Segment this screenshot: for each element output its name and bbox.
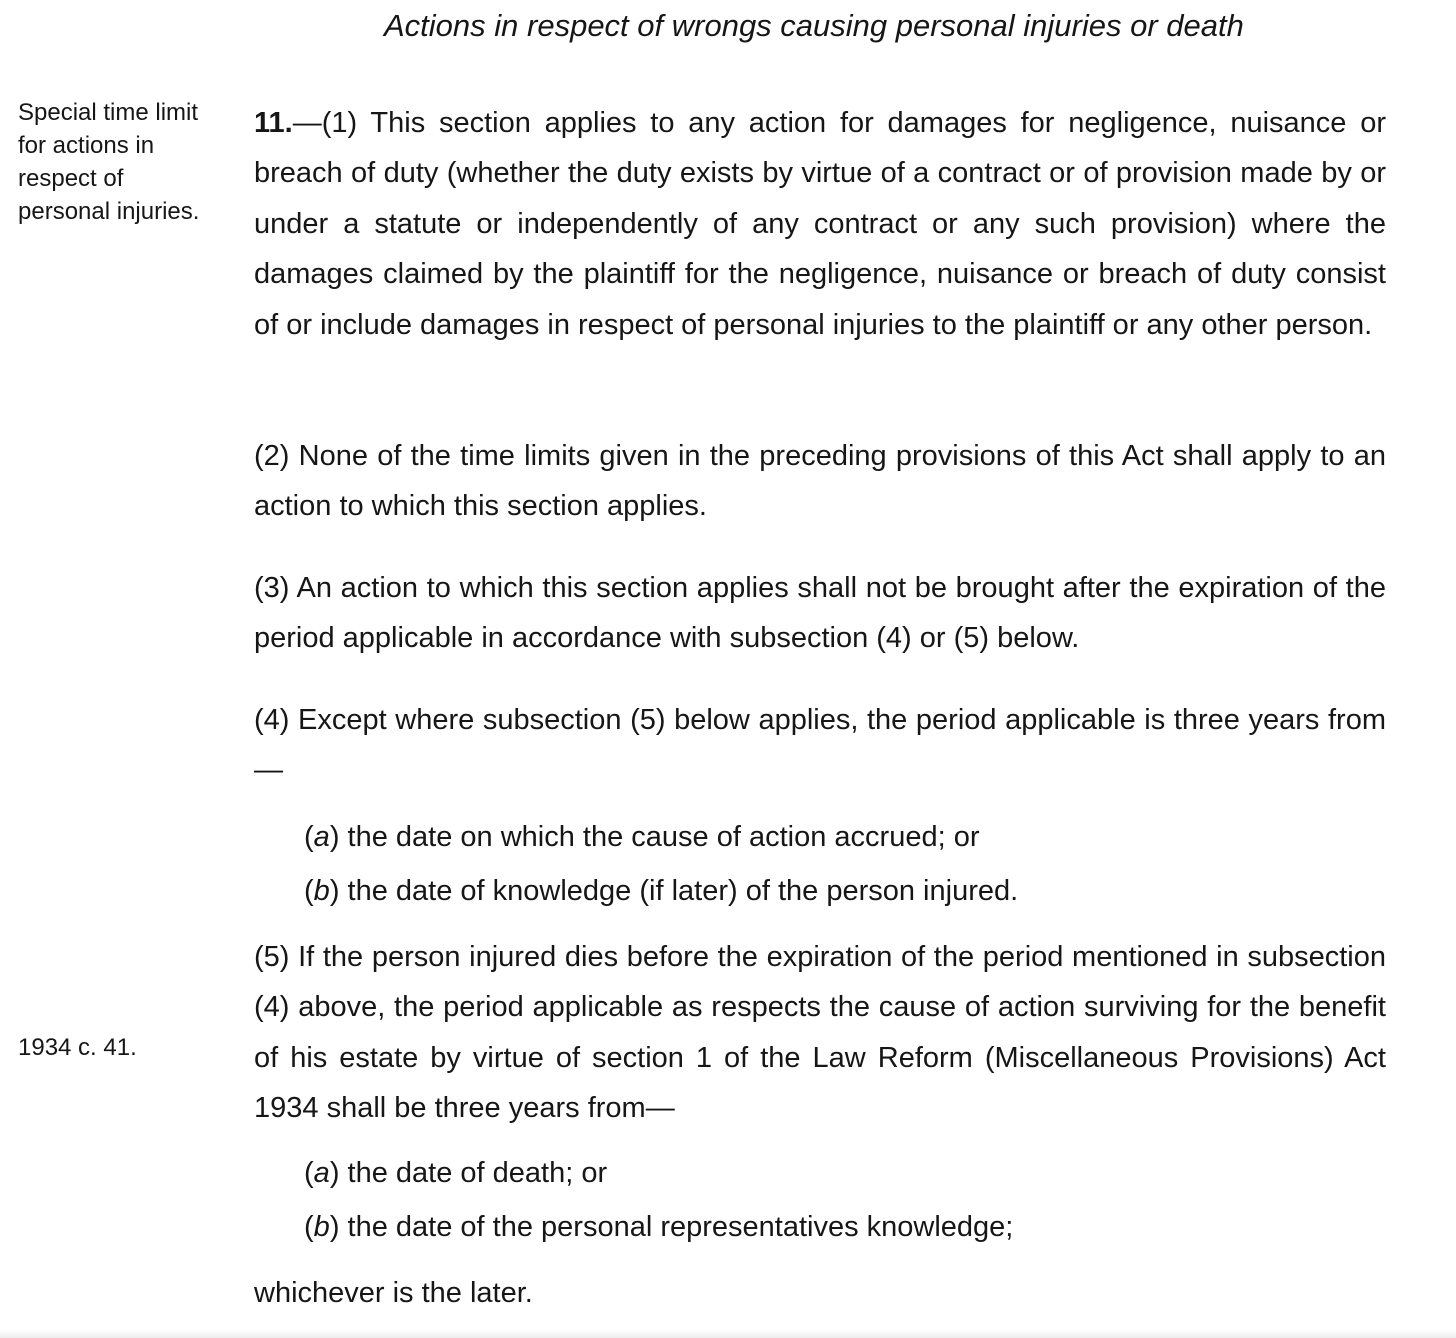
item-letter: b <box>313 875 330 907</box>
closing-line: whichever is the later. <box>254 1277 533 1309</box>
margin-note-citation: 1934 c. 41. <box>18 1034 137 1061</box>
item-letter: b <box>313 1211 330 1243</box>
subsection-4-item-b: (b) the date of knowledge (if later) of the person injured. <box>304 875 1019 907</box>
item-text: the date of the personal representatives knowledge; <box>339 1211 1014 1243</box>
margin-note-line: Special time limit <box>18 99 199 126</box>
section-number: 11. <box>254 107 293 139</box>
margin-note-line: respect of <box>18 165 124 192</box>
item-text: the date of knowledge (if later) of the person injured. <box>339 875 1019 907</box>
item-text: the date on which the cause of action accrued; or <box>339 821 980 853</box>
margin-note-section-title <box>18 96 233 228</box>
item-letter: a <box>313 821 330 853</box>
section-dash: — <box>292 107 322 139</box>
item-letter: a <box>313 1157 330 1189</box>
subsection-1 <box>254 98 1386 350</box>
margin-note-line: for actions in <box>18 132 155 159</box>
subsection-1-text: (1) This section applies to any action for damages for negligence, nuisance or breach of duty (whether the duty exists by virtue of a contract or of provision made by or under a statute or independently of any contract or any such provision) where the damages claimed by the plaintiff for the negligence, nuisance or breach of duty consist of or include damages in respect of personal injuries to the plaintiff or any other person. <box>254 107 1386 341</box>
subsection-5-item-b: (b) the date of the personal representatives knowledge; <box>304 1211 1014 1243</box>
subsection-4: (4) Except where subsection (5) below applies, the period applicable is three years from— <box>254 704 1386 787</box>
subsection-2: (2) None of the time limits given in the preceding provisions of this Act shall apply to an action to which this section applies. <box>254 440 1386 523</box>
margin-note-line: personal injuries. <box>18 198 200 225</box>
subsection-5-item-a: (a) the date of death; or <box>304 1157 608 1189</box>
subsection-5: (5) If the person injured dies before the expiration of the period mentioned in subsection (4) above, the period applicable as respects the cause of action surviving for the benefit of his estate by virtue of section 1 of the Law Reform (Miscellaneous Provisions) Act 1934 shall be three years from— <box>254 941 1386 1125</box>
page-bottom-edge <box>0 1330 1456 1338</box>
subsection-4-item-a: (a) the date on which the cause of action accrued; or <box>304 821 980 853</box>
subsection-3: (3) An action to which this section applies shall not be brought after the expiration of the period applicable in accordance with subsection (4) or (5) below. <box>254 572 1386 655</box>
section-group-heading: Actions in respect of wrongs causing personal injuries or death <box>384 8 1244 43</box>
item-text: the date of death; or <box>339 1157 608 1189</box>
